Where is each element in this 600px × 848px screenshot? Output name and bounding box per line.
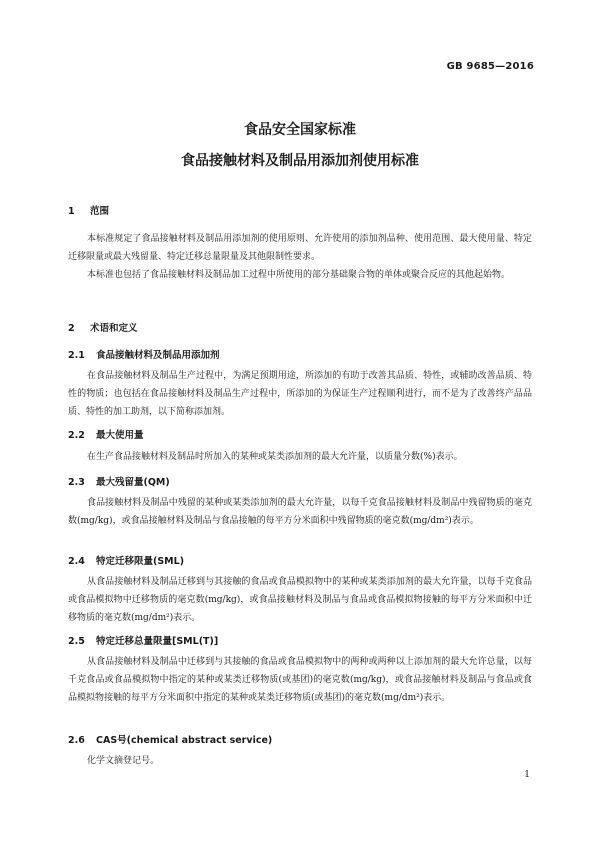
standard-code: GB 9685—2016 <box>446 61 534 72</box>
paragraph-definition-2-3: 食品接触材料及制品中残留的某种或某类添加剂的最大允许量，以每千克食品接触材料及制品中残留物质的毫克数(mg/kg)，或食品接触材料及制品与食品接触的每平方分米面积中残留物质的毫克数(mg/dm²)表示。 <box>68 498 532 526</box>
section-number: 2.3 <box>68 477 85 488</box>
section-number: 2.2 <box>68 430 85 441</box>
paragraph-definition-2-2: 在生产食品接触材料及制品时所加入的某种或某类添加剂的最大允许量，以质量分数(%)表示。 <box>87 452 463 462</box>
subsection-heading-2-6 <box>68 732 272 746</box>
subsection-heading-2-4 <box>68 553 184 567</box>
paragraph-definition-2-1: 在食品接触材料及制品生产过程中，为满足预期用途，所添加的有助于改善其品质、特性，或辅助改善品质、特性的物质；也包括在食品接触材料及制品生产过程中，所添加的为保证生产过程顺利进行，而不是为了改善终产品品质、特性的加工助剂，以下简称添加剂。 <box>68 371 532 417</box>
section-title: 最大使用量 <box>96 430 144 441</box>
paragraph-definition-2-4: 从食品接触材料及制品迁移到与其接触的食品或食品模拟物中的某种或某类添加剂的最大允许量，以每千克食品或食品模拟物中迁移物质的毫克数(mg/kg)，或食品接触材料及制品与食品或食品模拟物接触的每平方分米面积中迁移物质的毫克数(mg/dm²)表示。 <box>68 577 532 623</box>
paragraph-definition-2-6: 化学文摘登记号。 <box>87 756 160 766</box>
section-title: 特定迁移限量(SML) <box>96 556 185 567</box>
section-title: 范围 <box>90 206 110 217</box>
document-title: 食品安全国家标准 <box>244 122 356 138</box>
page-number: 1 <box>524 770 530 780</box>
subsection-heading-2-5 <box>68 633 218 647</box>
paragraph-scope-1: 本标准规定了食品接触材料及制品用添加剂的使用原则、允许使用的添加剂品种、使用范围、最大使用量、特定迁移限量或最大残留量、特定迁移总量限量及其他限制性要求。 <box>68 234 532 262</box>
section-number: 2.6 <box>68 735 85 746</box>
subsection-heading-2-1 <box>68 347 220 361</box>
section-number: 2 <box>68 323 75 334</box>
section-title: 最大残留量(QM) <box>96 477 170 488</box>
subsection-heading-2-3 <box>68 474 170 488</box>
document-subtitle: 食品接触材料及制品用添加剂使用标准 <box>181 153 419 169</box>
section-title: 食品接触材料及制品用添加剂 <box>96 350 220 361</box>
paragraph-scope-2: 本标准也包括了食品接触材料及制品加工过程中所使用的部分基础聚合物的单体或聚合反应的其他起始物。 <box>87 270 511 280</box>
section-title: 特定迁移总量限量[SML(T)] <box>96 636 219 647</box>
section-title: CAS号(chemical abstract service) <box>96 735 273 746</box>
section-heading-2 <box>68 320 138 334</box>
subsection-heading-2-2 <box>68 427 144 441</box>
section-number: 2.5 <box>68 636 85 647</box>
section-title: 术语和定义 <box>90 323 138 334</box>
section-number: 2.4 <box>68 556 85 567</box>
section-heading-1 <box>68 203 109 217</box>
section-number: 1 <box>68 206 75 217</box>
section-number: 2.1 <box>68 350 85 361</box>
paragraph-definition-2-5: 从食品接触材料及制品中迁移到与其接触的食品或食品模拟物中的两种或两种以上添加剂的最大允许总量，以每千克食品或食品模拟物中指定的某种或某类迁移物质(或基团)的毫克数(mg/kg)，或食品接触材料及制品与食品或食品模拟物接触的每平方分米面积中指定的某种或某类迁移物质(或基团)的毫克数(mg/dm²)表示。 <box>68 657 532 703</box>
